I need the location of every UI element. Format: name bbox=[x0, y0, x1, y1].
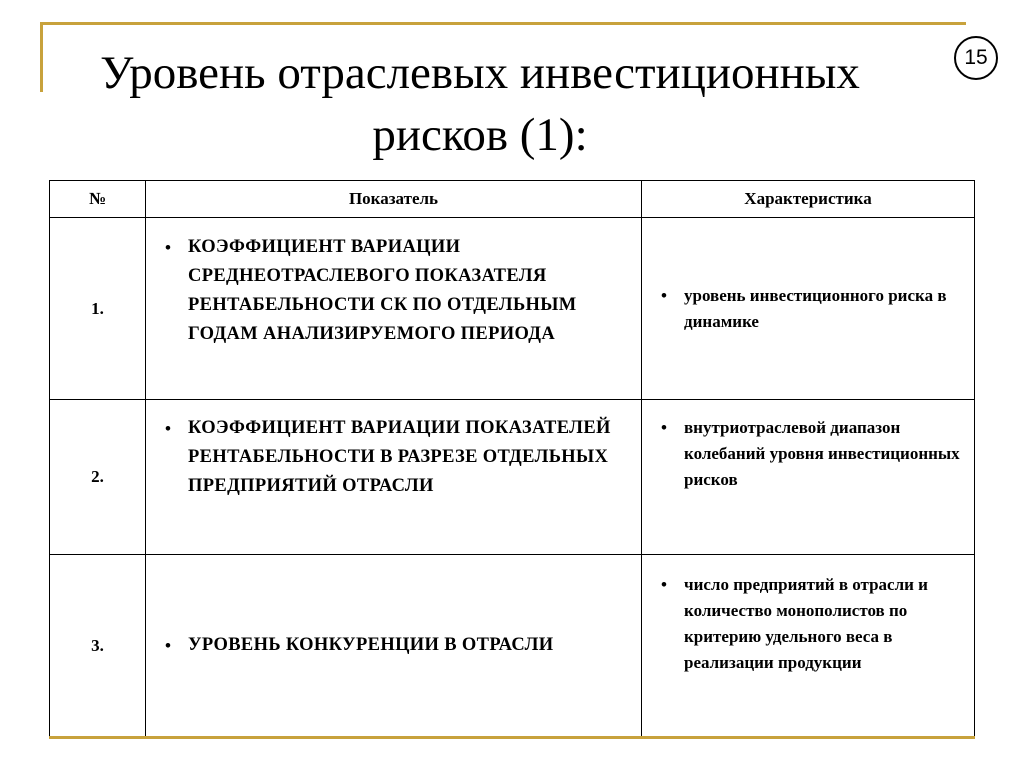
bullet: • bbox=[165, 238, 171, 257]
indicator-text: УРОВЕНЬ КОНКУРЕНЦИИ В ОТРАСЛИ bbox=[188, 635, 554, 655]
row-number: 2. bbox=[50, 400, 146, 555]
bullet: • bbox=[661, 285, 667, 305]
table-row bbox=[50, 555, 975, 738]
indicator-text: КОЭФФИЦИЕНТ ВАРИАЦИИ ПОКАЗАТЕЛЕЙ РЕНТАБЕЛЬНОСТИ В РАЗРЕЗЕ ОТДЕЛЬНЫХ ПРЕДПРИЯТИЙ ОТРАСЛИ bbox=[188, 418, 611, 496]
characteristic-cell bbox=[642, 400, 975, 555]
indicator-cell bbox=[146, 218, 642, 400]
characteristic-text: уровень инвестиционного риска в динамике bbox=[684, 285, 947, 331]
bullet: • bbox=[165, 636, 171, 655]
bullet: • bbox=[661, 418, 667, 437]
page-number: 15 bbox=[964, 46, 988, 69]
table-row bbox=[50, 218, 975, 400]
characteristic-cell bbox=[642, 218, 975, 400]
page-number-badge bbox=[954, 36, 998, 80]
top-accent-line bbox=[40, 22, 966, 25]
characteristic-text: внутриотраслевой диапазон колебаний уровня инвестиционных рисков bbox=[684, 418, 960, 489]
table-row bbox=[50, 400, 975, 555]
title-line-1: Уровень отраслевых инвестиционных bbox=[100, 47, 860, 99]
characteristic-cell bbox=[642, 555, 975, 738]
table-header-row bbox=[50, 181, 975, 218]
indicator-cell bbox=[146, 555, 642, 738]
bullet: • bbox=[165, 419, 171, 438]
characteristic-text: число предприятий в отрасли и количество монополистов по критерию удельного веса в реализации продукции bbox=[684, 575, 928, 672]
bullet: • bbox=[661, 575, 667, 594]
row-number: 3. bbox=[50, 555, 146, 738]
indicator-text: КОЭФФИЦИЕНТ ВАРИАЦИИ СРЕДНЕОТРАСЛЕВОГО ПОКАЗАТЕЛЯ РЕНТАБЕЛЬНОСТИ СК ПО ОТДЕЛЬНЫМ ГОДАМ АНАЛИЗИРУЕМОГО ПЕРИОДА bbox=[188, 237, 577, 344]
header-indicator: Показатель bbox=[146, 181, 642, 218]
header-characteristic: Характеристика bbox=[642, 181, 975, 218]
left-accent-line bbox=[40, 22, 43, 92]
row-number: 1. bbox=[50, 218, 146, 400]
risk-indicators-table bbox=[49, 180, 975, 739]
header-num: № bbox=[50, 181, 146, 218]
slide-title bbox=[80, 42, 880, 166]
title-line-2: рисков (1): bbox=[372, 109, 588, 161]
indicator-cell bbox=[146, 400, 642, 555]
